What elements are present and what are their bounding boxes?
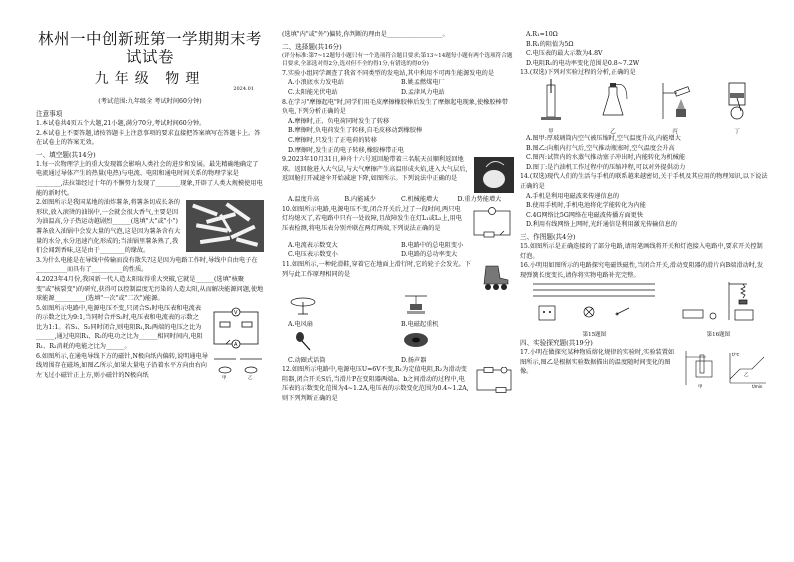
compression-cylinder-icon xyxy=(531,79,571,123)
circuit-diagram-q5 xyxy=(208,306,264,350)
compass-diagram-q6 xyxy=(212,354,264,380)
exam-title: 林州一中创新班第一学期期末考试试卷 xyxy=(37,30,262,66)
question-9: 9.2023年10月31日,神舟十六号返回舱带着三名航天员顺利返回地球。返回舱进入大气层,与大气摩擦产生高温形成火焰,进入大气层后,返回舱打开减速伞开始减速下降,如图所示。下列说法中正确的是 xyxy=(282,156,468,183)
figure-jia xyxy=(520,79,582,135)
options-q8 xyxy=(282,117,514,155)
figure-15 xyxy=(520,280,669,338)
household-circuit-diagram xyxy=(529,280,659,326)
column-left xyxy=(36,30,264,556)
option[interactable]: C.图丙:试管内的水蒸气推动塞子冲出时,内能转化为机械能 xyxy=(526,154,686,162)
melting-experiment-diagram xyxy=(680,349,768,389)
speaker-icon xyxy=(401,330,431,352)
question-6-continued: (选填"内"或"外")偏转,你判断的理由是__________________。 xyxy=(282,31,449,38)
option[interactable]: B.摩擦时,负电荷发生了转移,自毛皮移动到橡胶棒 xyxy=(288,127,423,135)
options-q7 xyxy=(282,78,514,97)
figure-label: 甲 xyxy=(548,128,554,135)
figures-q15-q16 xyxy=(520,280,768,339)
notes-heading: 注意事项 xyxy=(36,110,63,118)
question-12-block xyxy=(282,365,514,403)
circuit-diagram-q12 xyxy=(474,367,514,393)
option-a-block[interactable] xyxy=(288,294,401,330)
option[interactable]: D.电阻R₁的电功率变化范围是0.8~7.2W xyxy=(526,59,640,67)
question-11-block xyxy=(282,260,514,279)
options-q12 xyxy=(520,30,768,68)
figure-yi xyxy=(582,79,644,135)
figure-label: 甲 xyxy=(698,385,703,390)
option[interactable]: B.R₁的阻值为5Ω xyxy=(526,40,574,48)
option[interactable]: B.姚孟燃煤电厂 xyxy=(401,79,445,87)
option[interactable]: A.图甲:厚玻璃筒内空气被压缩时,空气温度升高,内能增大 xyxy=(526,134,681,142)
option[interactable]: B.内能减少 xyxy=(344,196,376,204)
option: B.电磁起重机 xyxy=(401,320,439,328)
test-tube-burner-icon xyxy=(655,79,695,123)
section-heading: 三、作图题(共4分) xyxy=(520,232,576,241)
figure-label: 乙 xyxy=(744,373,749,379)
question-2: 2.如图所示是我国某地的油炸薯条,将薯条切成长条的形状,放入滚烫的油锅中,一会就会很大香气,主要是因为油温高,分子热运动越剧烈______(选填"大"或"小")薯条放入油锅中会发大量的气泡,这是因为薯条含有大量的水分,水分迅速汽化形成的;当油锅里薯条熟了,我们会闻到香味,这是由于________的缘故。 xyxy=(36,199,181,255)
figure-label: 丙 xyxy=(672,128,678,135)
option[interactable]: C.摩擦时,只发生了正电荷的转移 xyxy=(288,136,377,144)
option[interactable]: A.小浪底水力发电站 xyxy=(288,79,344,87)
option[interactable]: D.电路的总功率变大 xyxy=(401,251,458,259)
axis-label-y: t/℃ xyxy=(732,352,740,358)
question-17: 17.小明在做探究某种物质熔化规律的实验时,实验装置如图所示,图乙是根据实验数据描出的温度随时间变化的图像。 xyxy=(520,349,675,376)
figure-17 xyxy=(680,349,768,389)
option-c-block[interactable] xyxy=(288,330,401,366)
question-1: 1.每一次物理学上的重大发现都会影响人类社会的进步和发展。最先精确地确定了电流通过导体产生的热量(电热)与电流、电阻和通电时间关系的物理学家是________,法拉第经过十年的不懈努力发现了________现象,开辟了人类大规模使用电能的新时代。 xyxy=(36,160,263,197)
question-3: 3.为什么电能是在导线中传输而没有散失?这是因为电路工作时,导线中自由电子在__________而具有了__________的性质。 xyxy=(36,256,258,274)
option[interactable]: A.电流表示数变大 xyxy=(288,241,338,249)
section-note: (评分标准:第7~12题每小题只有一个选项符合题目要求;第13~14题每小题有两个选项符合题目要求,全部选对得2分,选对但不全的得1分,有错选的得0分) xyxy=(282,52,513,68)
section-heading: 二、选择题(共16分) xyxy=(282,42,342,51)
question-13: 13.(双选)下列对实验过程的分析,正确的是 xyxy=(520,69,636,77)
option[interactable]: C.电压表的最大示数为4.8V xyxy=(526,50,603,58)
question-5-block xyxy=(36,304,264,352)
options-q10 xyxy=(282,241,514,260)
options-q14 xyxy=(520,192,768,230)
circuit-diagram-q10 xyxy=(470,207,514,239)
svg-text:A: A xyxy=(234,341,238,348)
option[interactable]: C.太阳能光伏电站 xyxy=(288,88,338,96)
option[interactable]: B.电路中的总电阻变小 xyxy=(401,241,464,249)
figure-label: 第16题图 xyxy=(706,332,731,339)
options-q11 xyxy=(282,294,514,365)
option-d-block[interactable] xyxy=(401,330,514,366)
option[interactable]: D.孟津风力电站 xyxy=(401,88,445,96)
option[interactable]: D.摩擦时,发生正的电子转移,橡胶棒带正电 xyxy=(288,146,404,154)
question-11: 11.如图所示,一种轮滑鞋,穿着它在地面上滑行时,它的轮子会发光。下列与此工作原理相同的是 xyxy=(282,260,471,278)
question-14: 14.(双选)现代人们的生活与手机的联系越来越密切,关于手机及其应用的物理知识,以下说法正确的是 xyxy=(520,173,768,190)
option[interactable]: A.R₁=10Ω xyxy=(526,31,558,38)
exam-date: 2024.01 xyxy=(233,86,254,92)
question-12: 12.如图所示电路中,电源电压U=6V不变,R₁为定值电阻,R₂为滑动变阻器,闭合开关S后,当滑片P在变阻器两端a、b之间滑动的过程中,电压表的示数变化范围为4~1.2A,电压表的示数变化范围为0.4~1.2A,则下列判断正确的是 xyxy=(282,366,469,402)
exam-subtitle: 九年级 物理 xyxy=(94,71,206,87)
electromagnet-spring-diagram xyxy=(673,280,763,326)
question-4: 4.2023年4月份,我国新一代人造太阳取得重大突破,它就是______(选填"核聚变"或"核裂变")的研究,获得可以控制温度无污染的人造太阳,从而解决能源问题,使地球能源__________(选填"一次"或"二次")能源。 xyxy=(36,275,264,303)
option[interactable]: C.4G网络比5G网络在电磁波传播方面更快 xyxy=(526,211,644,219)
option[interactable]: D.图丁:是汽油机工作过程中的压缩冲程,可以对外提供动力 xyxy=(526,163,686,171)
note-item: 1.本试卷共4页五个大题,21小题,满分70分,考试时间60分钟。 xyxy=(36,120,206,127)
options-q9 xyxy=(282,195,514,205)
svg-text:V: V xyxy=(234,309,238,316)
figure-label: 丁 xyxy=(734,128,740,135)
crane-magnet-icon xyxy=(401,294,431,316)
option[interactable]: C.电压表示数变小 xyxy=(288,251,338,259)
fries-photo xyxy=(186,200,264,252)
figure-ding xyxy=(706,79,768,135)
option[interactable]: C.机械能增大 xyxy=(401,196,439,204)
figure-label: 乙 xyxy=(610,128,616,135)
question-10-block xyxy=(282,205,514,234)
option[interactable]: A.手机是利用电磁波来传递信息的 xyxy=(526,192,620,200)
svg-text:甲: 甲 xyxy=(222,375,227,380)
microphone-icon xyxy=(288,330,318,352)
option: C.动圈式话筒 xyxy=(288,356,326,364)
section-heading: 四、实验探究题(共19分) xyxy=(520,339,593,348)
question-15: 15.如图所示是正确连接的了部分电路,请用笔画线将开关和灯泡接入电路中,要求开关控制灯泡。 xyxy=(520,242,763,260)
option[interactable]: A.摩擦时,正、负电荷同时发生了转移 xyxy=(288,117,390,125)
figure-bing xyxy=(644,79,706,135)
option[interactable]: D.利用有线网络上网时,光纤通信是利用激光传输信息的 xyxy=(526,221,677,229)
figures-q13 xyxy=(520,79,768,133)
question-16: 16.小明用如图所示的电路探究电磁铁磁性,当闭合开关,滑动变阻器的滑片向B端滑动时,发现弹簧长度变长,请你将实物电路补充完整。 xyxy=(520,262,764,279)
exam-scope: (考试范围:九年级全 考试时间60分钟) xyxy=(98,98,202,105)
question-6: 6.如图所示,在通电导线下方的磁针,N极向纸内偏转,说明通电导线周围存在磁场,如图乙所示,如果大量电子沿着水平方向由右向左飞过小磁针正上方,则小磁针的N极向纸 xyxy=(36,352,208,379)
flask-pump-icon xyxy=(593,79,633,123)
question-8: 8.在学习"摩擦起电"时,同学们用毛皮摩擦橡胶棒后发生了摩擦起电现象,使橡胶棒带负电,下列分析正确的是 xyxy=(282,98,508,116)
question-10: 10.如图所示电路,电源电压不变,闭合开关后,过了一段时间,两只电灯均熄灭了,若电路中只有一处故障,且故障发生在灯L₁或L₂上,用电压表检测,将电压表分别并联在两灯两端,下列说法正确的是 xyxy=(282,205,462,232)
options-q13 xyxy=(520,134,768,172)
question-6-block xyxy=(36,352,264,381)
question-7: 7.实验小组同学调查了我省不同类型的发电站,其中利用不可再生能源发电的是 xyxy=(282,69,495,77)
section-heading: 一、填空题(共14分) xyxy=(36,150,96,159)
figure-label: 第15题图 xyxy=(582,332,607,339)
option[interactable]: D.重力势能增大 xyxy=(457,196,502,204)
svg-text:乙: 乙 xyxy=(248,375,253,380)
option: D.扬声器 xyxy=(401,356,427,364)
option-b-block[interactable] xyxy=(401,294,514,330)
option: A.电风扇 xyxy=(288,320,313,328)
capsule-photo xyxy=(474,157,514,193)
roller-skate-image xyxy=(478,262,514,292)
column-right xyxy=(520,30,768,556)
question-2-block xyxy=(36,198,264,256)
note-item: 2.本试卷上不要答题,请按答题卡上注意事项的要求直接把答案填写在答题卡上。答在试卷上的答案无效。 xyxy=(36,129,261,147)
option[interactable]: B.图乙:向瓶内打气后,空气推动瓶塞时,空气温度会升高 xyxy=(526,144,675,152)
question-5: 5.如图所示电路中,电源电压不变,只闭合S₁时电压表和电流表的示数之比为9:1,当同时合并S₂时,电压表和电流表的示数之比为1:1。若S₁、S₂同时闭合,则电阻R₁,R₂两端的电压之比为______,通过电阻R₁、R₂的电功之比为______相同时间内,电阻R₁、R₂消耗的电能之比为______。 xyxy=(36,304,203,351)
axis-label-x: t/min xyxy=(752,384,763,390)
column-middle xyxy=(282,30,514,556)
option[interactable]: B.使用手机时,手机电池将化学能转化为内能 xyxy=(526,202,646,210)
figure-16 xyxy=(669,280,768,338)
engine-cylinder-icon xyxy=(717,79,757,123)
fan-icon xyxy=(288,294,318,316)
question-17-block xyxy=(520,348,768,390)
question-9-block xyxy=(282,155,514,184)
option[interactable]: A.温度升高 xyxy=(288,196,320,204)
